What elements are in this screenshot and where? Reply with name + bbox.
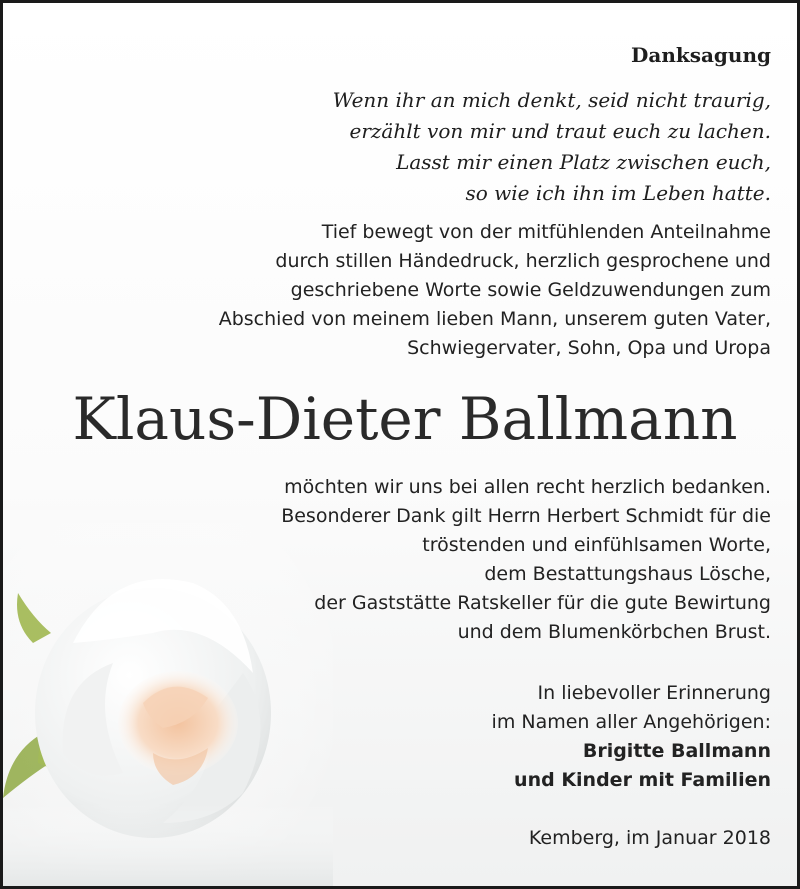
intro-line: geschriebene Worte sowie Geldzuwendungen zum <box>290 279 771 301</box>
poem-line: erzählt von mir und traut euch zu lachen. <box>349 119 771 143</box>
intro-line: Tief bewegt von der mitfühlenden Anteilnahme <box>321 221 771 243</box>
memorial-poem <box>333 85 771 209</box>
intro-line: Schwiegervater, Sohn, Opa und Uropa <box>407 337 771 359</box>
intro-paragraph <box>219 218 771 363</box>
intro-line: durch stillen Händedruck, herzlich gesprochene und <box>275 250 771 272</box>
thanks-line: dem Bestattungshaus Lösche, <box>484 563 771 585</box>
poem-line: Lasst mir einen Platz zwischen euch, <box>396 150 771 174</box>
thanks-paragraph <box>281 473 771 647</box>
poem-line: so wie ich ihn im Leben hatte. <box>465 181 771 205</box>
thanks-line: möchten wir uns bei allen recht herzlich bedanken. <box>284 476 771 498</box>
signer-family: und Kinder mit Familien <box>514 769 771 791</box>
closing-block <box>492 679 771 795</box>
deceased-name: Klaus-Dieter Ballmann <box>72 385 738 453</box>
poem-line: Wenn ihr an mich denkt, seid nicht traurig, <box>332 88 771 112</box>
closing-line: In liebevoller Erinnerung <box>537 682 771 704</box>
place-date: Kemberg, im Januar 2018 <box>528 827 771 849</box>
thanks-line: der Gaststätte Ratskeller für die gute Bewirtung <box>314 592 771 614</box>
thanks-line: und dem Blumenkörbchen Brust. <box>457 621 771 643</box>
intro-line: Abschied von meinem lieben Mann, unserem guten Vater, <box>218 308 771 330</box>
thanks-line: tröstenden und einfühlsamen Worte, <box>422 534 771 556</box>
closing-line: im Namen aller Angehörigen: <box>491 711 771 733</box>
signer-name: Brigitte Ballmann <box>582 740 771 762</box>
thanks-line: Besonderer Dank gilt Herrn Herbert Schmidt für die <box>281 505 771 527</box>
heading-title: Danksagung <box>631 43 771 67</box>
